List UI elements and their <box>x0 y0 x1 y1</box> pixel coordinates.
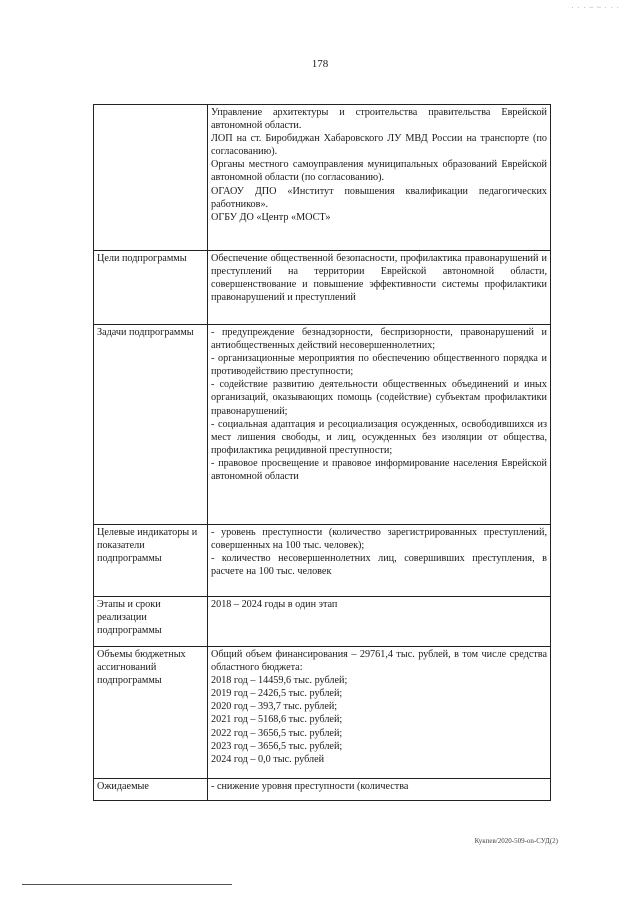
text-line: ОГБУ ДО «Центр «МОСТ» <box>211 211 331 223</box>
text-line: ЛОП на ст. Биробиджан Хабаровского ЛУ МВД России на транспорте (по согласованию). <box>211 133 547 158</box>
table-row <box>94 325 551 525</box>
text-line: 2022 год – 3656,5 тыс. рублей; <box>211 727 343 739</box>
text-line: Управление архитектуры и строительства правительства Еврейской автономной области. <box>211 107 547 132</box>
top-scrawl: · · · ~ ~ · · · <box>571 4 620 12</box>
row-value <box>208 647 551 779</box>
text-line: 2021 год – 5168,6 тыс. рублей; <box>211 714 343 726</box>
text-line: - количество несовершеннолетних лиц, совершивших преступления, в расчете на 100 тыс. человек <box>211 553 547 578</box>
text-line: - снижение уровня преступности (количества <box>211 781 409 792</box>
text-line: - организационные мероприятия по обеспечению общественного порядка и противодействию преступности; <box>211 353 547 378</box>
row-label: Этапы и сроки реализации подпрограммы <box>94 597 208 647</box>
page-number: 178 <box>311 58 329 70</box>
text-line: - уровень преступности (количество зарегистрированных преступлений, совершенных на 100 тыс. человек); <box>211 527 547 552</box>
text-line: - социальная адаптация и ресоциализация осужденных, освободившихся из мест лишения свободы, и лиц, осужденных без изоляции от общества, профилактика рецидивной преступности; <box>211 418 547 456</box>
table-row <box>94 105 551 251</box>
text-line: - предупреждение безнадзорности, беспризорности, правонарушений и антиобщественных действий несовершеннолетних; <box>211 327 547 352</box>
text-line: ОГАОУ ДПО «Институт повышения квалификации педагогических работников». <box>211 185 547 210</box>
text-line: 2020 год – 393,7 тыс. рублей; <box>211 701 338 713</box>
table-row <box>94 647 551 779</box>
program-passport-table <box>93 104 551 801</box>
row-label: Ожидаемые <box>94 779 208 801</box>
row-value <box>208 251 551 325</box>
table-row <box>94 779 551 801</box>
text-line: Обеспечение общественной безопасности, профилактика правонарушений и преступлений на территории Еврейской автономной области, совершенствование и повышение эффективности системы профилактики правонарушений и преступлений <box>211 253 547 304</box>
row-value <box>208 525 551 597</box>
row-value <box>208 597 551 647</box>
row-label: Цели подпрограммы <box>94 251 208 325</box>
row-label: Объемы бюджетных ассигнований подпрограммы <box>94 647 208 779</box>
row-label: Целевые индикаторы и показатели подпрограммы <box>94 525 208 597</box>
text-line: Общий объем финансирования – 29761,4 тыс. рублей, в том числе средства областного бюджета: <box>211 649 547 674</box>
document-code: Кукпев/2020-509-on-СУД(2) <box>474 837 558 845</box>
text-line: - правовое просвещение и правовое информирование населения Еврейской автономной области <box>211 457 547 483</box>
text-line: - содействие развитию деятельности общественных объединений и иных организаций, оказывающих помощь (содействие) субъектам профилактики правонарушений; <box>211 379 547 417</box>
text-line: 2023 год – 3656,5 тыс. рублей; <box>211 740 343 752</box>
footer-divider <box>22 884 232 885</box>
row-label: Задачи подпрограммы <box>94 325 208 525</box>
row-value <box>208 105 551 251</box>
row-value <box>208 325 551 525</box>
table-row <box>94 525 551 597</box>
row-value <box>208 779 551 801</box>
table-row <box>94 251 551 325</box>
text-line: 2019 год – 2426,5 тыс. рублей; <box>211 688 343 700</box>
text-line: 2024 год – 0,0 тыс. рублей <box>211 753 325 765</box>
text-line: 2018 год – 14459,6 тыс. рублей; <box>211 675 348 687</box>
row-label <box>94 105 208 251</box>
table-row <box>94 597 551 647</box>
text-line: 2018 – 2024 годы в один этап <box>211 599 338 610</box>
text-line: Органы местного самоуправления муниципальных образований Еврейской автономной области (по согласованию). <box>211 159 547 184</box>
